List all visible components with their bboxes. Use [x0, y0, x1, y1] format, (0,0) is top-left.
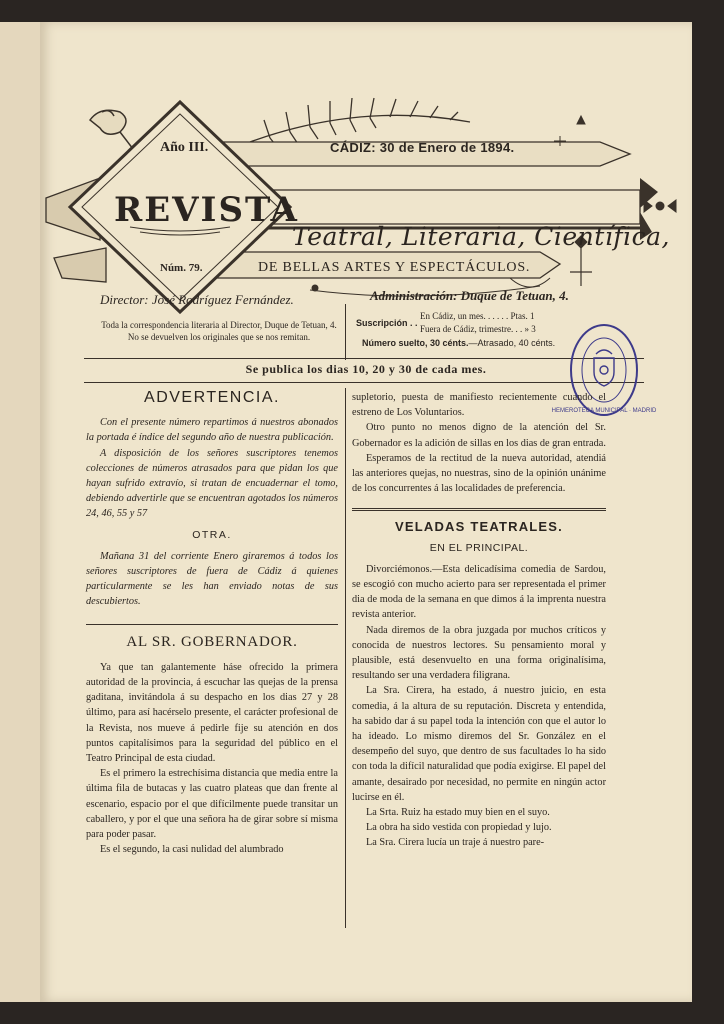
veladas-heading: VELADAS TEATRALES.: [395, 519, 563, 535]
date-label: CÁDIZ: 30 de Enero de 1894.: [330, 140, 515, 155]
continuation-paragraph: Esperamos de la rectitud de la nueva autoridad, atendiá las anteriores quejas, no nuestras, sino de la opinión unánime de los concurrentes á las localidades de preferencia.: [352, 452, 606, 495]
director-line: Director: José Rodríguez Fernández.: [100, 292, 294, 307]
single-issue-rest: —Atrasado, 40 cénts.: [468, 338, 556, 348]
otra-paragraph: Mañana 31 del corriente Enero giraremos á todos los señores suscriptores de fuera de Cádiz á quienes particularmente se les han enviado notas de sus descubiertos.: [86, 550, 338, 608]
gobernador-continuation: [352, 390, 606, 496]
veladas-paragraph: La Sra. Cirera, ha estado, á nuestro juicio, en esta comedia, á la altura de su reputación. Discreta y entendida, ha sabido dar á su papel toda la intención con que el autor lo ha ideado. Lo mismo diremos del Sr. González en el desempeño del suyo, que dentro de sus facultades lo ha sido con toda la difícil naturalidad que podía exigirse. El papel del amante, desairado por necesidad, no permite en ningún actor lucirse en él.: [352, 685, 606, 803]
correspondence-line-1: Toda la correspondencia literaria al Director, Duque de Tetuan, 4.: [101, 320, 337, 330]
section-separator: [86, 624, 338, 625]
gobernador-heading: AL SR. GOBERNADOR.: [126, 633, 298, 650]
rate-cadiz: En Cádiz, un mes. . . . . . Ptas. 1: [420, 311, 535, 321]
veladas-body: [352, 562, 606, 851]
coat-of-arms-icon: [594, 350, 614, 386]
continuation-paragraph: Otro punto no menos digno de la atención del Sr. Gobernador es la adición de sillas en los dias de gran entrada.: [352, 422, 606, 449]
gobernador-paragraph: Es el segundo, la casi nulidad del alumbrado: [100, 844, 284, 856]
section-separator-double: [352, 508, 606, 511]
right-column: [352, 390, 606, 851]
masthead-title: REVISTA: [114, 190, 299, 230]
header-divider: [345, 304, 346, 360]
bellas-artes-line: DE BELLAS ARTES Y ESPECTÁCULOS.: [258, 260, 531, 275]
left-column: [86, 390, 338, 857]
left-page-edge: [0, 22, 44, 1002]
gobernador-body: [86, 660, 338, 858]
otra-heading: OTRA.: [192, 528, 232, 541]
veladas-paragraph: La obra ha sido vestida con propiedad y lujo.: [366, 822, 552, 834]
column-divider: [345, 388, 346, 928]
continuation-paragraph: supletorio, puesta de manifiesto recientemente cuando el estreno de Los Voluntarios.: [352, 392, 606, 419]
stamp-text: HEMEROTECA MUNICIPAL · MADRID: [551, 408, 657, 414]
advertencia-paragraph: Con el presente número repartimos á nuestros abonados la portada é índice del segundo año de nuestra publicación.: [86, 417, 338, 444]
correspondence-note: [84, 319, 354, 343]
administration-line: Administración: Duque de Tetuan, 4.: [370, 288, 569, 303]
title-ribbon: [240, 190, 640, 224]
principal-subheading: EN EL PRINCIPAL.: [429, 541, 529, 554]
gobernador-paragraph: Ya que tan galantemente háse ofrecido la primera autoridad de la provincia, á escuchar las quejas de la prensa gaditana, invitándola á su despacho en los dias 27 y 28 último, para así hacérselo presente, el carácter profesional de la Revista, nos mueve á pedirle fije su atención en dos puntos capitalísimos para la seguridad del público en el Teatro Principal de esta ciudad.: [86, 661, 338, 765]
single-issue-bold: Número suelto, 30 cénts.: [362, 338, 469, 348]
rule-top: [84, 358, 644, 359]
rate-fuera: Fuera de Cádiz, trimestre. . . » 3: [420, 324, 536, 335]
advertencia-paragraph: A disposición de los señores suscriptores tenemos colecciones de números atrasados para que pidan los que hayan sufrido extravío, si tratan de encuadernar el tomo, debiendo advertirle que se encuentran agotados los números 24, 46, 55 y 57: [86, 447, 338, 520]
masthead: [40, 82, 692, 312]
veladas-paragraph: La Sra. Cirera lucía un traje á nuestro pare-: [366, 837, 545, 849]
veladas-paragraph: Divorciémonos.—Esta delicadísima comedia de Sardou, se escogió con mucho acierto para ser representada el primer dia de moda de la semana en que dimos á la imprenta nuestra revista anterior.: [352, 563, 606, 621]
subscription-label: Suscripción . .: [356, 318, 418, 328]
newspaper-page: [40, 22, 692, 1002]
correspondence-line-2: No se devuelven los originales que se nos remitan.: [127, 332, 311, 343]
veladas-paragraph: Nada diremos de la obra juzgada por muchos críticos y conocida de nuestros lectores. Su pensamiento moral y plausible, está desenvuelto en una forma originalísima, resultando ser una verdadera filigrana.: [352, 624, 606, 682]
veladas-paragraph: La Srta. Ruiz ha estado muy bien en el suyo.: [366, 807, 550, 819]
year-label: Año III.: [160, 140, 209, 155]
otra-body: [86, 549, 338, 610]
advertencia-body: [86, 415, 338, 521]
subscription-rates: [420, 310, 536, 336]
single-issue-price: [362, 338, 555, 348]
masthead-subtitle: Teatral, Literaria, Científica,: [292, 222, 670, 251]
issue-number: Núm. 79.: [160, 262, 203, 274]
advertencia-heading: ADVERTENCIA.: [144, 389, 280, 406]
publication-schedule: Se publica los dias 10, 20 y 30 de cada mes.: [245, 362, 487, 376]
rule-bottom: [84, 382, 644, 383]
gobernador-paragraph: Es el primero la estrechísima distancia que media entre la última fila de butacas y las cuatro plateas que dan frente al escenario, espacio por el que difícilmente puede transitar un caballero, y por el que una señora ha de girar sobre sí misma para poder pasar.: [86, 768, 338, 841]
